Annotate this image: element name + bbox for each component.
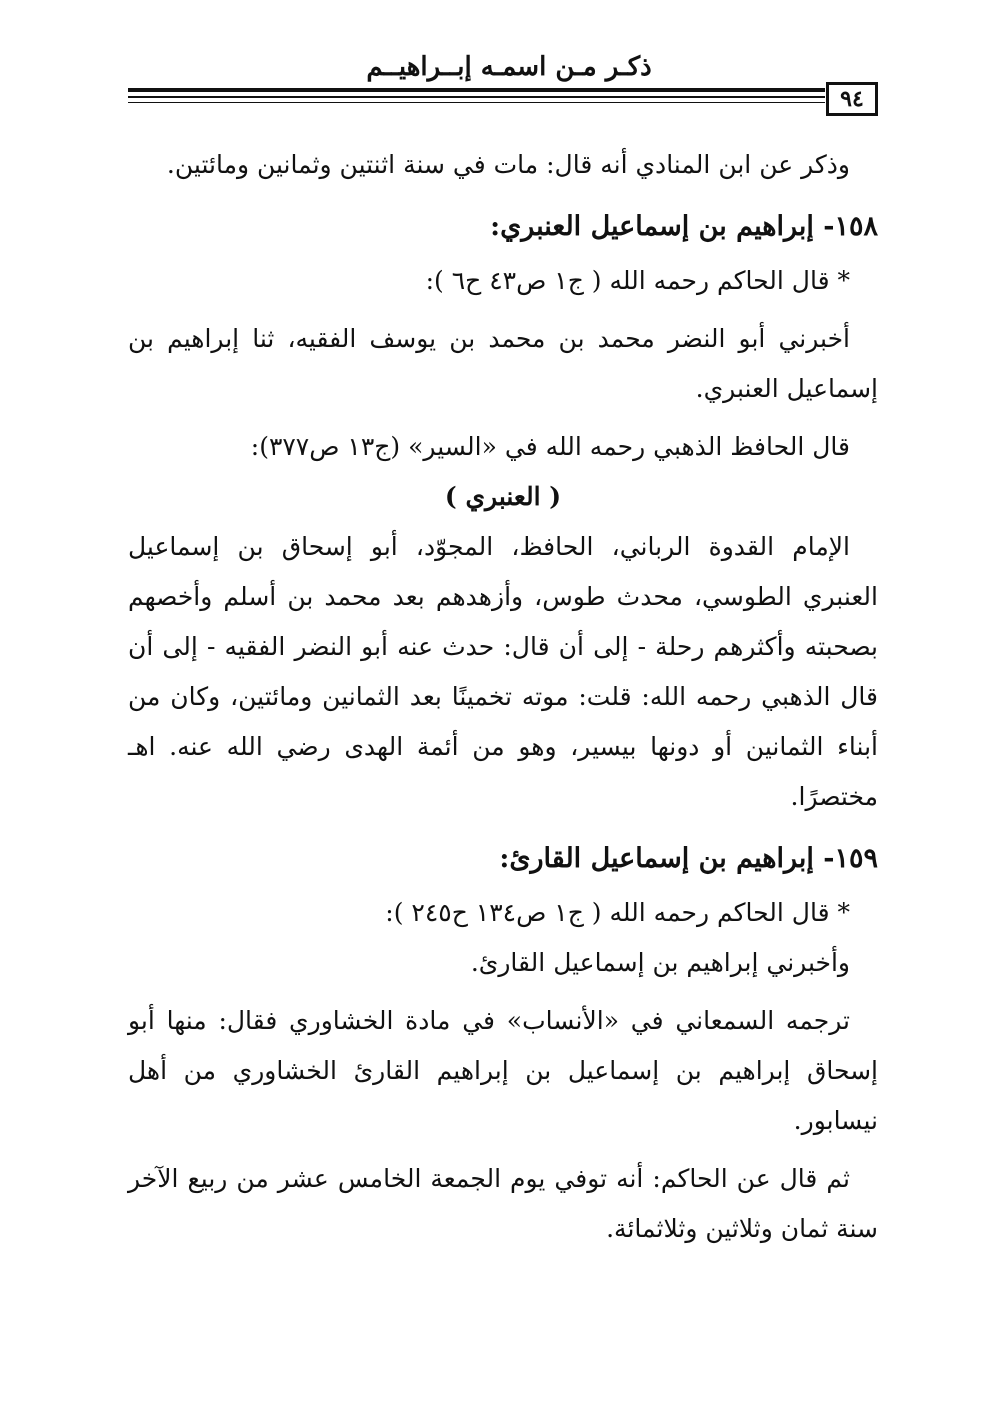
paragraph-death-note: وذكر عن ابن المنادي أنه قال: مات في سنة اثنتين وثمانين ومائتين. — [166, 150, 850, 179]
header-rule-hairline — [128, 102, 825, 103]
entry-heading-158: ١٥٨- إبراهيم بن إسماعيل العنبري: — [490, 211, 878, 242]
paragraph-dhahabi-citation: قال الحافظ الذهبي رحمه الله في «السير» (ج١٣ ص٣٧٧): — [250, 432, 850, 461]
paragraph-samani-ansab: ترجمه السمعاني في «الأنساب» في مادة الخشاوري فقال: منها أبو إسحاق إبراهيم بن إسماعيل بن إبراهيم القارئ الخشاوري من أهل نيسابور. — [128, 1006, 878, 1135]
paragraph-isnad-1: أخبرني أبو النضر محمد بن محمد بن يوسف الفقيه، ثنا إبراهيم بن إسماعيل العنبري. — [128, 324, 878, 403]
paragraph-hakim-citation-1: * قال الحاكم رحمه الله ( ج١ ص٤٣ ح٦ ): — [425, 266, 850, 295]
body-text — [128, 140, 878, 1254]
header-rule-thick — [128, 88, 825, 92]
entry-heading-159: ١٥٩- إبراهيم بن إسماعيل القارئ: — [499, 843, 878, 874]
spacer — [128, 988, 878, 996]
paragraph-dhahabi-bio: الإمام القدوة الرباني، الحافظ، المجوّد، أبو إسحاق بن إسماعيل العنبري الطوسي، محدث طوس، وأزهدهم بعد محمد بن أسلم وأخصهم بصحبته وأكثرهم رحلة - إلى أن قال: حدث عنه أبو النضر الفقيه - إلى أن قال الذهبي رحمه الله: قلت: موته تخمينًا بعد الثمانين ومائتين، وكان من أبناء الثمانين أو دونها بيسير، وهو من أئمة الهدى رضي الله عنه. اهـ مختصرًا. — [128, 532, 878, 811]
spacer — [128, 306, 878, 314]
paragraph-death-date: ثم قال عن الحاكم: أنه توفي يوم الجمعة الخامس عشر من ربيع الآخر سنة ثمان وثلاثين وثلاثمائة. — [128, 1164, 878, 1243]
spacer — [128, 414, 878, 422]
paragraph-hakim-citation-2: * قال الحاكم رحمه الله ( ج١ ص١٣٤ ح٢٤٥ ): — [385, 898, 850, 927]
header-rule-thin — [128, 96, 825, 98]
paragraph-isnad-2: وأخبرني إبراهيم بن إسماعيل القارئ. — [470, 948, 850, 977]
spacer — [128, 822, 878, 830]
paragraph-anbari-title: ( العنبري ) — [444, 482, 562, 511]
page-number: ٩٤ — [826, 82, 878, 116]
spacer — [128, 1146, 878, 1154]
spacer — [128, 190, 878, 198]
running-header-title: ذكـر مـن اسمـه إبــراهيــم — [366, 52, 652, 82]
